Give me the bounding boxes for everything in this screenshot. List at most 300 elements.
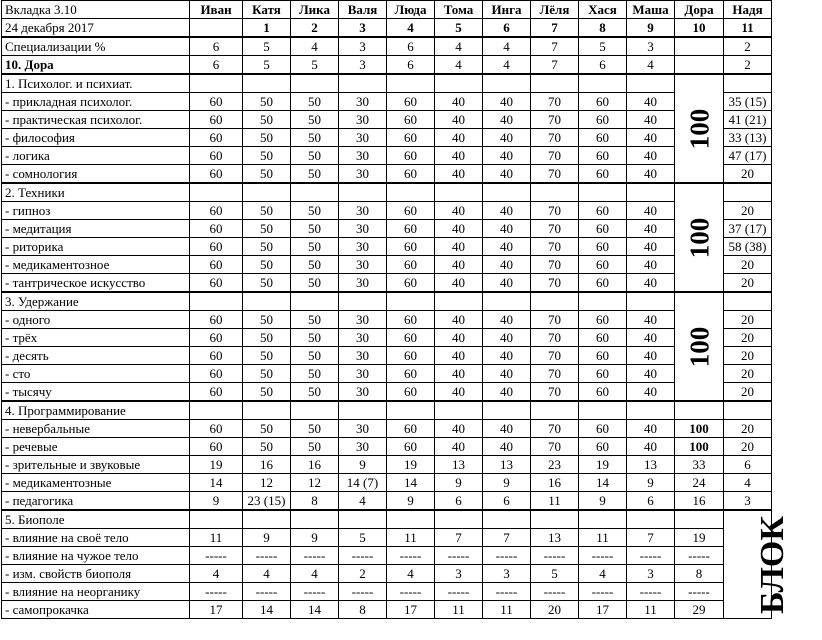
vertical-text: 100 bbox=[684, 326, 714, 367]
value-cell: 60 bbox=[387, 165, 435, 184]
value-cell: 100 bbox=[675, 438, 724, 456]
value-cell: 40 bbox=[435, 111, 483, 129]
value-cell: 40 bbox=[627, 93, 675, 111]
value-cell: 40 bbox=[627, 274, 675, 293]
value-cell: 20 bbox=[724, 165, 772, 184]
person-number: 9 bbox=[627, 19, 675, 38]
table-row bbox=[2, 311, 772, 329]
person-number: 11 bbox=[724, 19, 772, 38]
value-cell: 50 bbox=[291, 383, 339, 402]
table-row bbox=[2, 383, 772, 402]
value-cell: 60 bbox=[579, 347, 627, 365]
value-cell: 50 bbox=[291, 147, 339, 165]
table-row bbox=[2, 365, 772, 383]
value-cell: 20 bbox=[724, 383, 772, 402]
empty-cell bbox=[190, 183, 243, 202]
value-cell: 30 bbox=[339, 93, 387, 111]
value-cell: ----- bbox=[579, 583, 627, 601]
value-cell: 16 bbox=[243, 456, 291, 474]
value-cell: 20 bbox=[724, 202, 772, 220]
value-cell: 9 bbox=[190, 492, 243, 511]
row-label: Специализации % bbox=[2, 37, 190, 56]
person-name: Лёля bbox=[531, 1, 579, 19]
value-cell: 29 bbox=[675, 601, 724, 619]
empty-cell bbox=[435, 183, 483, 202]
empty-cell bbox=[243, 183, 291, 202]
value-cell: 7 bbox=[435, 529, 483, 547]
value-cell: 40 bbox=[627, 438, 675, 456]
value-cell: ----- bbox=[291, 583, 339, 601]
value-cell: 13 bbox=[627, 456, 675, 474]
value-cell: 50 bbox=[243, 347, 291, 365]
empty-cell bbox=[243, 74, 291, 93]
row-label: - гипноз bbox=[2, 202, 190, 220]
empty-cell bbox=[675, 401, 724, 420]
value-cell: 6 bbox=[435, 492, 483, 511]
empty-cell bbox=[387, 510, 435, 529]
empty-cell bbox=[387, 183, 435, 202]
value-cell: 6 bbox=[387, 56, 435, 75]
value-cell: 11 bbox=[190, 529, 243, 547]
value-cell: 58 (38) bbox=[724, 238, 772, 256]
table-row bbox=[2, 274, 772, 293]
value-cell: 16 bbox=[531, 474, 579, 492]
row-label: - невербальные bbox=[2, 420, 190, 438]
value-cell: 50 bbox=[243, 165, 291, 184]
row-label: 10. Дора bbox=[2, 56, 190, 75]
empty-cell bbox=[627, 292, 675, 311]
table-body bbox=[2, 1, 792, 619]
value-cell: 70 bbox=[531, 147, 579, 165]
value-cell: 4 bbox=[291, 565, 339, 583]
value-cell: 50 bbox=[243, 220, 291, 238]
value-cell: 40 bbox=[483, 202, 531, 220]
merged-value bbox=[675, 74, 724, 183]
value-cell: 5 bbox=[243, 37, 291, 56]
value-cell: 23 bbox=[531, 456, 579, 474]
value-cell: 60 bbox=[579, 202, 627, 220]
person-name: Инга bbox=[483, 1, 531, 19]
value-cell: 60 bbox=[579, 93, 627, 111]
value-cell: 60 bbox=[387, 438, 435, 456]
value-cell: 19 bbox=[675, 529, 724, 547]
value-cell: 3 bbox=[724, 492, 772, 511]
table-row bbox=[2, 420, 772, 438]
value-cell: 40 bbox=[435, 93, 483, 111]
row-label: - тысячу bbox=[2, 383, 190, 402]
row-label: - влияние на неорганику bbox=[2, 583, 190, 601]
value-cell: ----- bbox=[435, 583, 483, 601]
value-cell: 70 bbox=[531, 129, 579, 147]
table-row bbox=[2, 492, 772, 511]
empty-cell bbox=[531, 292, 579, 311]
value-cell: 60 bbox=[387, 129, 435, 147]
value-cell: 9 bbox=[579, 492, 627, 511]
empty-cell bbox=[579, 183, 627, 202]
table-row bbox=[2, 202, 772, 220]
person-name: Лика bbox=[291, 1, 339, 19]
value-cell: 30 bbox=[339, 311, 387, 329]
value-cell: 50 bbox=[291, 256, 339, 274]
empty-cell bbox=[627, 510, 675, 529]
row-label: - прикладная психолог. bbox=[2, 93, 190, 111]
row-label: - трёх bbox=[2, 329, 190, 347]
empty-cell bbox=[387, 401, 435, 420]
value-cell: 40 bbox=[435, 165, 483, 184]
section-title: 5. Биополе bbox=[2, 510, 190, 529]
empty-cell bbox=[291, 183, 339, 202]
value-cell: 3 bbox=[339, 37, 387, 56]
value-cell: 40 bbox=[435, 202, 483, 220]
value-cell: 70 bbox=[531, 311, 579, 329]
empty-cell bbox=[190, 74, 243, 93]
header-row-names bbox=[2, 1, 772, 19]
value-cell: 9 bbox=[339, 456, 387, 474]
value-cell: 20 bbox=[531, 601, 579, 619]
value-cell: 3 bbox=[339, 56, 387, 75]
empty-cell bbox=[339, 183, 387, 202]
value-cell: 12 bbox=[291, 474, 339, 492]
value-cell: 30 bbox=[339, 111, 387, 129]
value-cell: 50 bbox=[291, 129, 339, 147]
value-cell: 4 bbox=[387, 565, 435, 583]
value-cell: 6 bbox=[190, 56, 243, 75]
value-cell: ----- bbox=[531, 583, 579, 601]
value-cell: 50 bbox=[291, 365, 339, 383]
empty-cell bbox=[190, 510, 243, 529]
value-cell: 70 bbox=[531, 256, 579, 274]
value-cell: 40 bbox=[483, 438, 531, 456]
value-cell: 20 bbox=[724, 347, 772, 365]
value-cell: 50 bbox=[291, 238, 339, 256]
value-cell: 30 bbox=[339, 438, 387, 456]
value-cell: 41 (21) bbox=[724, 111, 772, 129]
value-cell: 60 bbox=[579, 165, 627, 184]
empty-cell bbox=[483, 183, 531, 202]
merged-value bbox=[675, 292, 724, 401]
value-cell: 70 bbox=[531, 274, 579, 293]
row-label: - сомнология bbox=[2, 165, 190, 184]
value-cell: 60 bbox=[579, 111, 627, 129]
empty-cell bbox=[579, 510, 627, 529]
empty-cell bbox=[724, 401, 772, 420]
table-row bbox=[2, 256, 772, 274]
value-cell: ----- bbox=[531, 547, 579, 565]
value-cell: 14 bbox=[387, 474, 435, 492]
row-label: - влияние на своё тело bbox=[2, 529, 190, 547]
table-row bbox=[2, 238, 772, 256]
value-cell: 60 bbox=[387, 93, 435, 111]
value-cell: 50 bbox=[243, 93, 291, 111]
row-label: - практическая психолог. bbox=[2, 111, 190, 129]
row-label: - влияние на чужое тело bbox=[2, 547, 190, 565]
table-row bbox=[2, 111, 772, 129]
value-cell: 4 bbox=[435, 37, 483, 56]
value-cell: 19 bbox=[579, 456, 627, 474]
value-cell: 30 bbox=[339, 383, 387, 402]
value-cell: 60 bbox=[579, 438, 627, 456]
value-cell: 14 (7) bbox=[339, 474, 387, 492]
value-cell: 4 bbox=[243, 565, 291, 583]
value-cell: 60 bbox=[387, 311, 435, 329]
value-cell: 7 bbox=[531, 56, 579, 75]
row-label: - тантрическое искусство bbox=[2, 274, 190, 293]
value-cell: 70 bbox=[531, 383, 579, 402]
person-number: 10 bbox=[675, 19, 724, 38]
value-cell: 8 bbox=[291, 492, 339, 511]
value-cell: ----- bbox=[291, 547, 339, 565]
value-cell: 40 bbox=[435, 129, 483, 147]
value-cell: 30 bbox=[339, 129, 387, 147]
section-title-row bbox=[2, 510, 772, 529]
value-cell: 40 bbox=[435, 347, 483, 365]
value-cell: 13 bbox=[531, 529, 579, 547]
value-cell: 60 bbox=[387, 365, 435, 383]
person-number: 4 bbox=[387, 19, 435, 38]
value-cell: ----- bbox=[387, 583, 435, 601]
value-cell: 13 bbox=[435, 456, 483, 474]
value-cell: 50 bbox=[243, 383, 291, 402]
value-cell: 40 bbox=[435, 220, 483, 238]
value-cell: 3 bbox=[435, 565, 483, 583]
value-cell: 14 bbox=[291, 601, 339, 619]
value-cell: 40 bbox=[483, 347, 531, 365]
value-cell: 24 bbox=[675, 474, 724, 492]
value-cell: ----- bbox=[483, 583, 531, 601]
value-cell: 60 bbox=[579, 147, 627, 165]
person-name: Катя bbox=[243, 1, 291, 19]
value-cell: 11 bbox=[627, 601, 675, 619]
vertical-text: 100 bbox=[684, 217, 714, 258]
value-cell: 50 bbox=[243, 365, 291, 383]
empty-cell bbox=[339, 401, 387, 420]
empty-cell bbox=[387, 74, 435, 93]
empty-cell bbox=[243, 401, 291, 420]
merged-value bbox=[675, 183, 724, 292]
value-cell: 30 bbox=[339, 347, 387, 365]
value-cell: 40 bbox=[483, 111, 531, 129]
value-cell: 2 bbox=[724, 37, 772, 56]
table-row bbox=[2, 165, 772, 184]
row-label: - изм. свойств биополя bbox=[2, 565, 190, 583]
value-cell: 11 bbox=[531, 492, 579, 511]
section-title: 2. Техники bbox=[2, 183, 190, 202]
header-row-numbers bbox=[2, 19, 772, 38]
value-cell: 40 bbox=[483, 147, 531, 165]
value-cell: 14 bbox=[243, 601, 291, 619]
value-cell: 50 bbox=[291, 329, 339, 347]
empty-cell bbox=[483, 74, 531, 93]
value-cell: 60 bbox=[190, 311, 243, 329]
table-row bbox=[2, 347, 772, 365]
value-cell: ----- bbox=[675, 583, 724, 601]
empty-cell bbox=[724, 292, 772, 311]
person-name: Надя bbox=[724, 1, 772, 19]
row-label: - логика bbox=[2, 147, 190, 165]
value-cell: 4 bbox=[190, 565, 243, 583]
value-cell: 40 bbox=[435, 256, 483, 274]
table-row bbox=[2, 93, 772, 111]
value-cell: 30 bbox=[339, 329, 387, 347]
value-cell: 60 bbox=[579, 311, 627, 329]
value-cell: 70 bbox=[531, 93, 579, 111]
value-cell: 40 bbox=[483, 329, 531, 347]
value-cell: 50 bbox=[243, 111, 291, 129]
person-name: Хася bbox=[579, 1, 627, 19]
value-cell: 9 bbox=[483, 474, 531, 492]
value-cell: 60 bbox=[579, 420, 627, 438]
value-cell: 16 bbox=[675, 492, 724, 511]
person-number: 1 bbox=[243, 19, 291, 38]
value-cell: 5 bbox=[243, 56, 291, 75]
value-cell: 50 bbox=[291, 165, 339, 184]
value-cell: 50 bbox=[243, 147, 291, 165]
empty-cell bbox=[531, 183, 579, 202]
value-cell: 60 bbox=[387, 238, 435, 256]
table-row bbox=[2, 474, 772, 492]
empty-cell bbox=[531, 401, 579, 420]
person-number: 3 bbox=[339, 19, 387, 38]
value-cell: 40 bbox=[627, 311, 675, 329]
value-cell: 60 bbox=[387, 383, 435, 402]
value-cell: 6 bbox=[724, 456, 772, 474]
empty-cell bbox=[291, 401, 339, 420]
value-cell: 16 bbox=[291, 456, 339, 474]
row-label: - педагогика bbox=[2, 492, 190, 511]
value-cell: ----- bbox=[243, 583, 291, 601]
person-name: Дора bbox=[675, 1, 724, 19]
value-cell: 40 bbox=[483, 129, 531, 147]
value-cell: 20 bbox=[724, 329, 772, 347]
empty-cell bbox=[531, 510, 579, 529]
value-cell: 4 bbox=[483, 56, 531, 75]
section-title-row bbox=[2, 74, 772, 93]
value-cell: 50 bbox=[291, 93, 339, 111]
value-cell: 6 bbox=[579, 56, 627, 75]
value-cell: 3 bbox=[627, 565, 675, 583]
value-cell: 40 bbox=[627, 202, 675, 220]
table-row bbox=[2, 456, 772, 474]
row-label: - десять bbox=[2, 347, 190, 365]
empty-cell bbox=[627, 401, 675, 420]
person-name: Тома bbox=[435, 1, 483, 19]
value-cell: 60 bbox=[579, 365, 627, 383]
value-cell: 8 bbox=[339, 601, 387, 619]
value-cell: 4 bbox=[483, 37, 531, 56]
value-cell: 4 bbox=[339, 492, 387, 511]
value-cell: 70 bbox=[531, 329, 579, 347]
person-number bbox=[190, 19, 243, 38]
row-label: - медикаментозные bbox=[2, 474, 190, 492]
row-label: - философия bbox=[2, 129, 190, 147]
value-cell: 60 bbox=[190, 329, 243, 347]
value-cell: 20 bbox=[724, 274, 772, 293]
empty-cell bbox=[190, 292, 243, 311]
row-label: - сто bbox=[2, 365, 190, 383]
value-cell: 40 bbox=[483, 274, 531, 293]
empty-cell bbox=[435, 74, 483, 93]
value-cell: 60 bbox=[190, 111, 243, 129]
value-cell: ----- bbox=[627, 547, 675, 565]
value-cell: 40 bbox=[627, 365, 675, 383]
person-number: 6 bbox=[483, 19, 531, 38]
value-cell: 30 bbox=[339, 365, 387, 383]
empty-cell bbox=[627, 183, 675, 202]
value-cell: 9 bbox=[291, 529, 339, 547]
table-row bbox=[2, 220, 772, 238]
value-cell: 20 bbox=[724, 256, 772, 274]
value-cell: 60 bbox=[190, 202, 243, 220]
section-title: 3. Удержание bbox=[2, 292, 190, 311]
value-cell: 60 bbox=[387, 111, 435, 129]
value-cell: 50 bbox=[243, 274, 291, 293]
value-cell: 40 bbox=[435, 438, 483, 456]
person-number: 5 bbox=[435, 19, 483, 38]
value-cell: ----- bbox=[339, 583, 387, 601]
value-cell: 37 (17) bbox=[724, 220, 772, 238]
spec-row bbox=[2, 37, 772, 56]
value-cell: 50 bbox=[243, 438, 291, 456]
value-cell: 40 bbox=[627, 329, 675, 347]
value-cell: ----- bbox=[190, 583, 243, 601]
empty-cell bbox=[339, 510, 387, 529]
value-cell: 40 bbox=[435, 311, 483, 329]
person-number: 7 bbox=[531, 19, 579, 38]
empty-cell bbox=[291, 292, 339, 311]
value-cell: 50 bbox=[291, 202, 339, 220]
value-cell: 7 bbox=[627, 529, 675, 547]
value-cell: 30 bbox=[339, 256, 387, 274]
person-name: Иван bbox=[190, 1, 243, 19]
value-cell: 6 bbox=[627, 492, 675, 511]
person-name: Люда bbox=[387, 1, 435, 19]
value-cell: ----- bbox=[387, 547, 435, 565]
value-cell: 60 bbox=[387, 274, 435, 293]
value-cell: 60 bbox=[387, 256, 435, 274]
value-cell: 40 bbox=[435, 329, 483, 347]
value-cell: 40 bbox=[627, 256, 675, 274]
empty-cell bbox=[291, 74, 339, 93]
value-cell: 50 bbox=[291, 111, 339, 129]
table-row bbox=[2, 129, 772, 147]
value-cell: 60 bbox=[190, 93, 243, 111]
value-cell: 5 bbox=[291, 56, 339, 75]
value-cell: 50 bbox=[291, 420, 339, 438]
value-cell: 30 bbox=[339, 147, 387, 165]
value-cell: 19 bbox=[387, 456, 435, 474]
value-cell: 5 bbox=[531, 565, 579, 583]
value-cell: 60 bbox=[579, 238, 627, 256]
value-cell: 17 bbox=[387, 601, 435, 619]
value-cell: 20 bbox=[724, 365, 772, 383]
person-name: Валя bbox=[339, 1, 387, 19]
value-cell: 40 bbox=[483, 238, 531, 256]
value-cell: 50 bbox=[291, 274, 339, 293]
row-label: - медикаментозное bbox=[2, 256, 190, 274]
section-title-row bbox=[2, 292, 772, 311]
empty-cell bbox=[339, 74, 387, 93]
value-cell: 35 (15) bbox=[724, 93, 772, 111]
empty-cell bbox=[579, 401, 627, 420]
value-cell: 40 bbox=[627, 220, 675, 238]
value-cell: 70 bbox=[531, 238, 579, 256]
value-cell: 50 bbox=[291, 311, 339, 329]
value-cell: 7 bbox=[483, 529, 531, 547]
value-cell: 2 bbox=[724, 56, 772, 75]
value-cell: 60 bbox=[190, 438, 243, 456]
value-cell: 60 bbox=[579, 129, 627, 147]
value-cell: 70 bbox=[531, 438, 579, 456]
